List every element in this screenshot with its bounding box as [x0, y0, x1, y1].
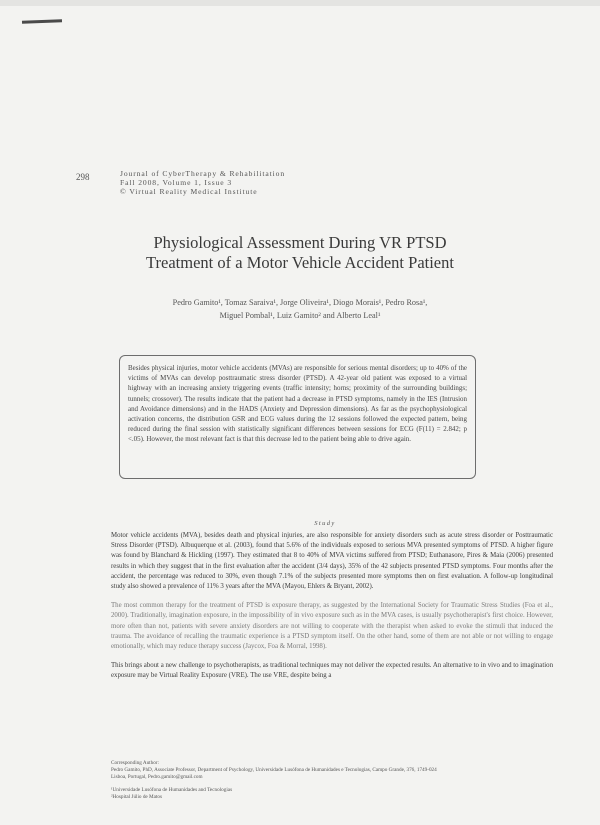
abstract-text: Besides physical injuries, motor vehicle accidents (MVAs) are responsible for serious mental disorders; up to 40% of the victims of MVAs can develop posttraumatic stress disorder (PTSD). A 42-year old patient was exposed to a virtual highway with an increasing anxiety triggering events (traffic intensity; horns; proximity of the surrounding buildings; tunnels; crossover). The results indicate that the patient had a decrease in PTSD symptoms, namely in the IES (Intrusion and Avoidance dimensions) and in the HADS (Anxiety and Depression dimensions). As far as the psychophysiological activation concerns, the distribution GSR and ECG values during the 12 sessions followed the expected pattern, being reduced during the final session with statistically significant differences between sessions for ECG (F(11) = 2.842; p <.05). However, the most relevant fact is that this decrease led to the patient being able to drive again.: [128, 364, 467, 444]
journal-name: Journal of CyberTherapy & Rehabilitation: [120, 169, 286, 178]
staple-mark: [22, 19, 62, 23]
page-number: 298: [76, 172, 90, 182]
journal-header: [120, 169, 285, 196]
paragraph: The most common therapy for the treatment of PTSD is exposure therapy, as suggested by the International Society for Traumatic Stress Studies (Foa et al., 2000). Traditionally, imagination exposure, in the impossibility of in vivo exposure such as in the MVA cases, is usually psychotherapist's first choice. However, more often than not, patients with severe anxiety disorders are not willing to cooperate with the therapist when asked to evoke the stimuli that induced the trauma. The avoidance of recalling the traumatic experience is a PTSD symptom itself. On the other hand, some of them are not able or not willing to engage emotionally, which may reduce therapy success (Jaycox, Foa & Morral, 1998).: [111, 602, 553, 651]
footnotes: [111, 760, 553, 801]
footnote-affiliation-1: ¹Universidade Lusófona de Humanidades and Tecnologias: [111, 786, 233, 793]
journal-copyright: © Virtual Reality Medical Institute: [120, 187, 258, 196]
paragraph: Motor vehicle accidents (MVA), besides death and physical injuries, are also responsible for anxiety disorders such as acute stress disorder or Posttraumatic Stress Disorder (PTSD). Albuquerque et al. (2003), found that 5.6% of the individuals exposed to serious MVA presented symptoms of PTSD. A higher figure was found by Blanchard & Hickling (1997). They estimated that 8 to 40% of MVA victims suffered from PTSD; Euthanasore, Pires & Maia (2006) presented results in which they suggest that in the first evaluation after the accident (3/4 days), 35% of the 42 subjects presented PTSD symptoms. Four months after the accident, the percentage was reduced to 30%, even though 7.1% of the subjects presented more symptoms then on first evaluation. A follow-up longitudinal study also showed a prevalence of 11% 3 years after the MVA (Mayou, Ehlers & Bryant, 2002).: [111, 532, 553, 591]
footnote-affiliation-2: ²Hospital Júlio de Matos: [111, 793, 162, 800]
journal-issue: Fall 2008, Volume 1, Issue 3: [120, 178, 233, 187]
footnote-city: Lisboa, Portugal, Pedro.gamito@gmail.com: [111, 774, 203, 781]
abstract-box: [119, 355, 476, 479]
body-text: [111, 531, 553, 691]
authors-line-2: Miguel Pombal¹, Luiz Gamito² and Alberto Leal¹: [219, 310, 381, 320]
authors-line-1: Pedro Gamito¹, Tomaz Saraiva¹, Jorge Oliveira¹, Diogo Morais¹, Pedro Rosa¹,: [172, 298, 428, 307]
section-heading: Study: [314, 520, 336, 527]
scan-edge: [0, 0, 600, 6]
article-title: [110, 233, 490, 273]
paragraph: This brings about a new challenge to psychotherapists, as traditional techniques may not deliver the expected results. An alternative to in vivo and to imagination exposure may be Virtual Reality Exposure (VRE). The use VRE, despite being a: [111, 662, 553, 680]
title-line-2: Treatment of a Motor Vehicle Accident Patient: [146, 253, 454, 272]
footnote-label: Corresponding Author:: [111, 760, 159, 766]
title-line-1: Physiological Assessment During VR PTSD: [153, 233, 447, 252]
author-list: [110, 297, 490, 322]
footnote-address: Pedro Gamito, PhD, Associate Professor, Department of Psychology, Universidade Lusófona de Humanidades e Tecnologias, Campo Grande, 376, 1749-024: [111, 767, 437, 774]
